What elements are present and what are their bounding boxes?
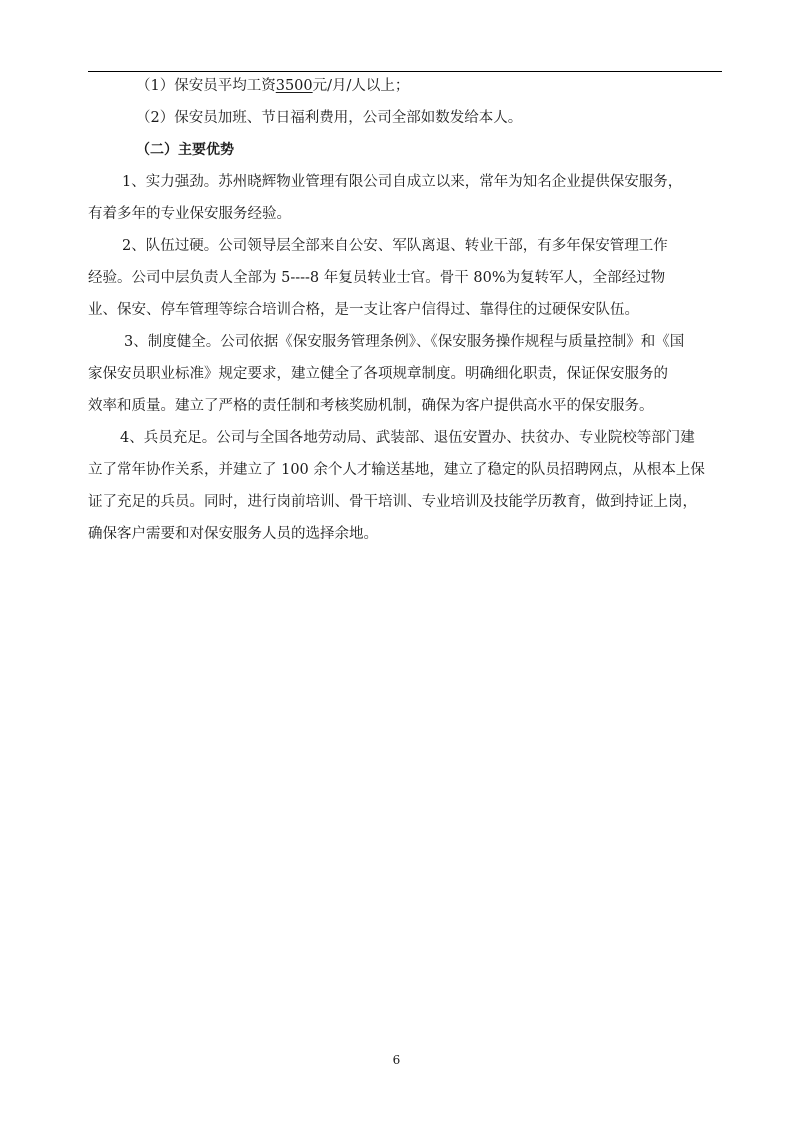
paragraph-line: 有着多年的专业保安服务经验。 (88, 206, 291, 222)
paragraph-line: 经验。公司中层负责人全部为 5----8 年复员转业士官。骨干 80%为复转军人，全部经过物 (88, 270, 666, 286)
paragraph-line: 业、保安、停车管理等综合培训合格，是一支让客户信得过、靠得住的过硬保安队伍。 (88, 302, 639, 318)
paragraph-line: 确保客户需要和对保安服务人员的选择余地。 (88, 526, 378, 542)
paragraph-line: 1、实力强劲。苏州晓辉物业管理有限公司自成立以来，常年为知名企业提供保安服务， (122, 174, 683, 190)
advantage-system (88, 332, 722, 416)
salary-amount: 3500 (275, 78, 313, 94)
paragraph-line: 3、制度健全。公司依据《保安服务管理条例》、《保安服务操作规程与质量控制》和《国 (124, 334, 685, 350)
overtime-item: （2）保安员加班、节日福利费用，公司全部如数发给本人。 (136, 110, 523, 126)
page-number: 6 (392, 1053, 401, 1067)
salary-suffix: 元/月/人以上； (312, 78, 410, 94)
salary-prefix: （1）保安员平均工资 (136, 78, 276, 94)
salary-item (88, 76, 722, 96)
paragraph-line: 2、队伍过硬。公司领导层全部来自公安、军队离退、转业干部，有多年保安管理工作 (122, 238, 668, 254)
paragraph-line: 证了充足的兵员。同时，进行岗前培训、骨干培训、专业培训及技能学历教育，做到持证上岗， (88, 494, 697, 510)
section-heading: （二）主要优势 (136, 142, 234, 158)
advantage-staffing (88, 428, 722, 544)
paragraph-line: 家保安员职业标准》规定要求，建立健全了各项规章制度。明确细化职责，保证保安服务的 (88, 366, 668, 382)
advantage-strength (88, 172, 722, 224)
paragraph-line: 4、兵员充足。公司与全国各地劳动局、武装部、退伍安置办、扶贫办、专业院校等部门建 (120, 430, 695, 446)
paragraph-line: 立了常年协作关系，并建立了 100 余个人才输送基地，建立了稳定的队员招聘网点，从根本上保 (88, 462, 705, 478)
header-rule (88, 71, 722, 72)
advantage-team (88, 236, 722, 320)
document-body (88, 76, 722, 544)
paragraph-line: 效率和质量。建立了严格的责任制和考核奖励机制，确保为客户提供高水平的保安服务。 (88, 398, 654, 414)
